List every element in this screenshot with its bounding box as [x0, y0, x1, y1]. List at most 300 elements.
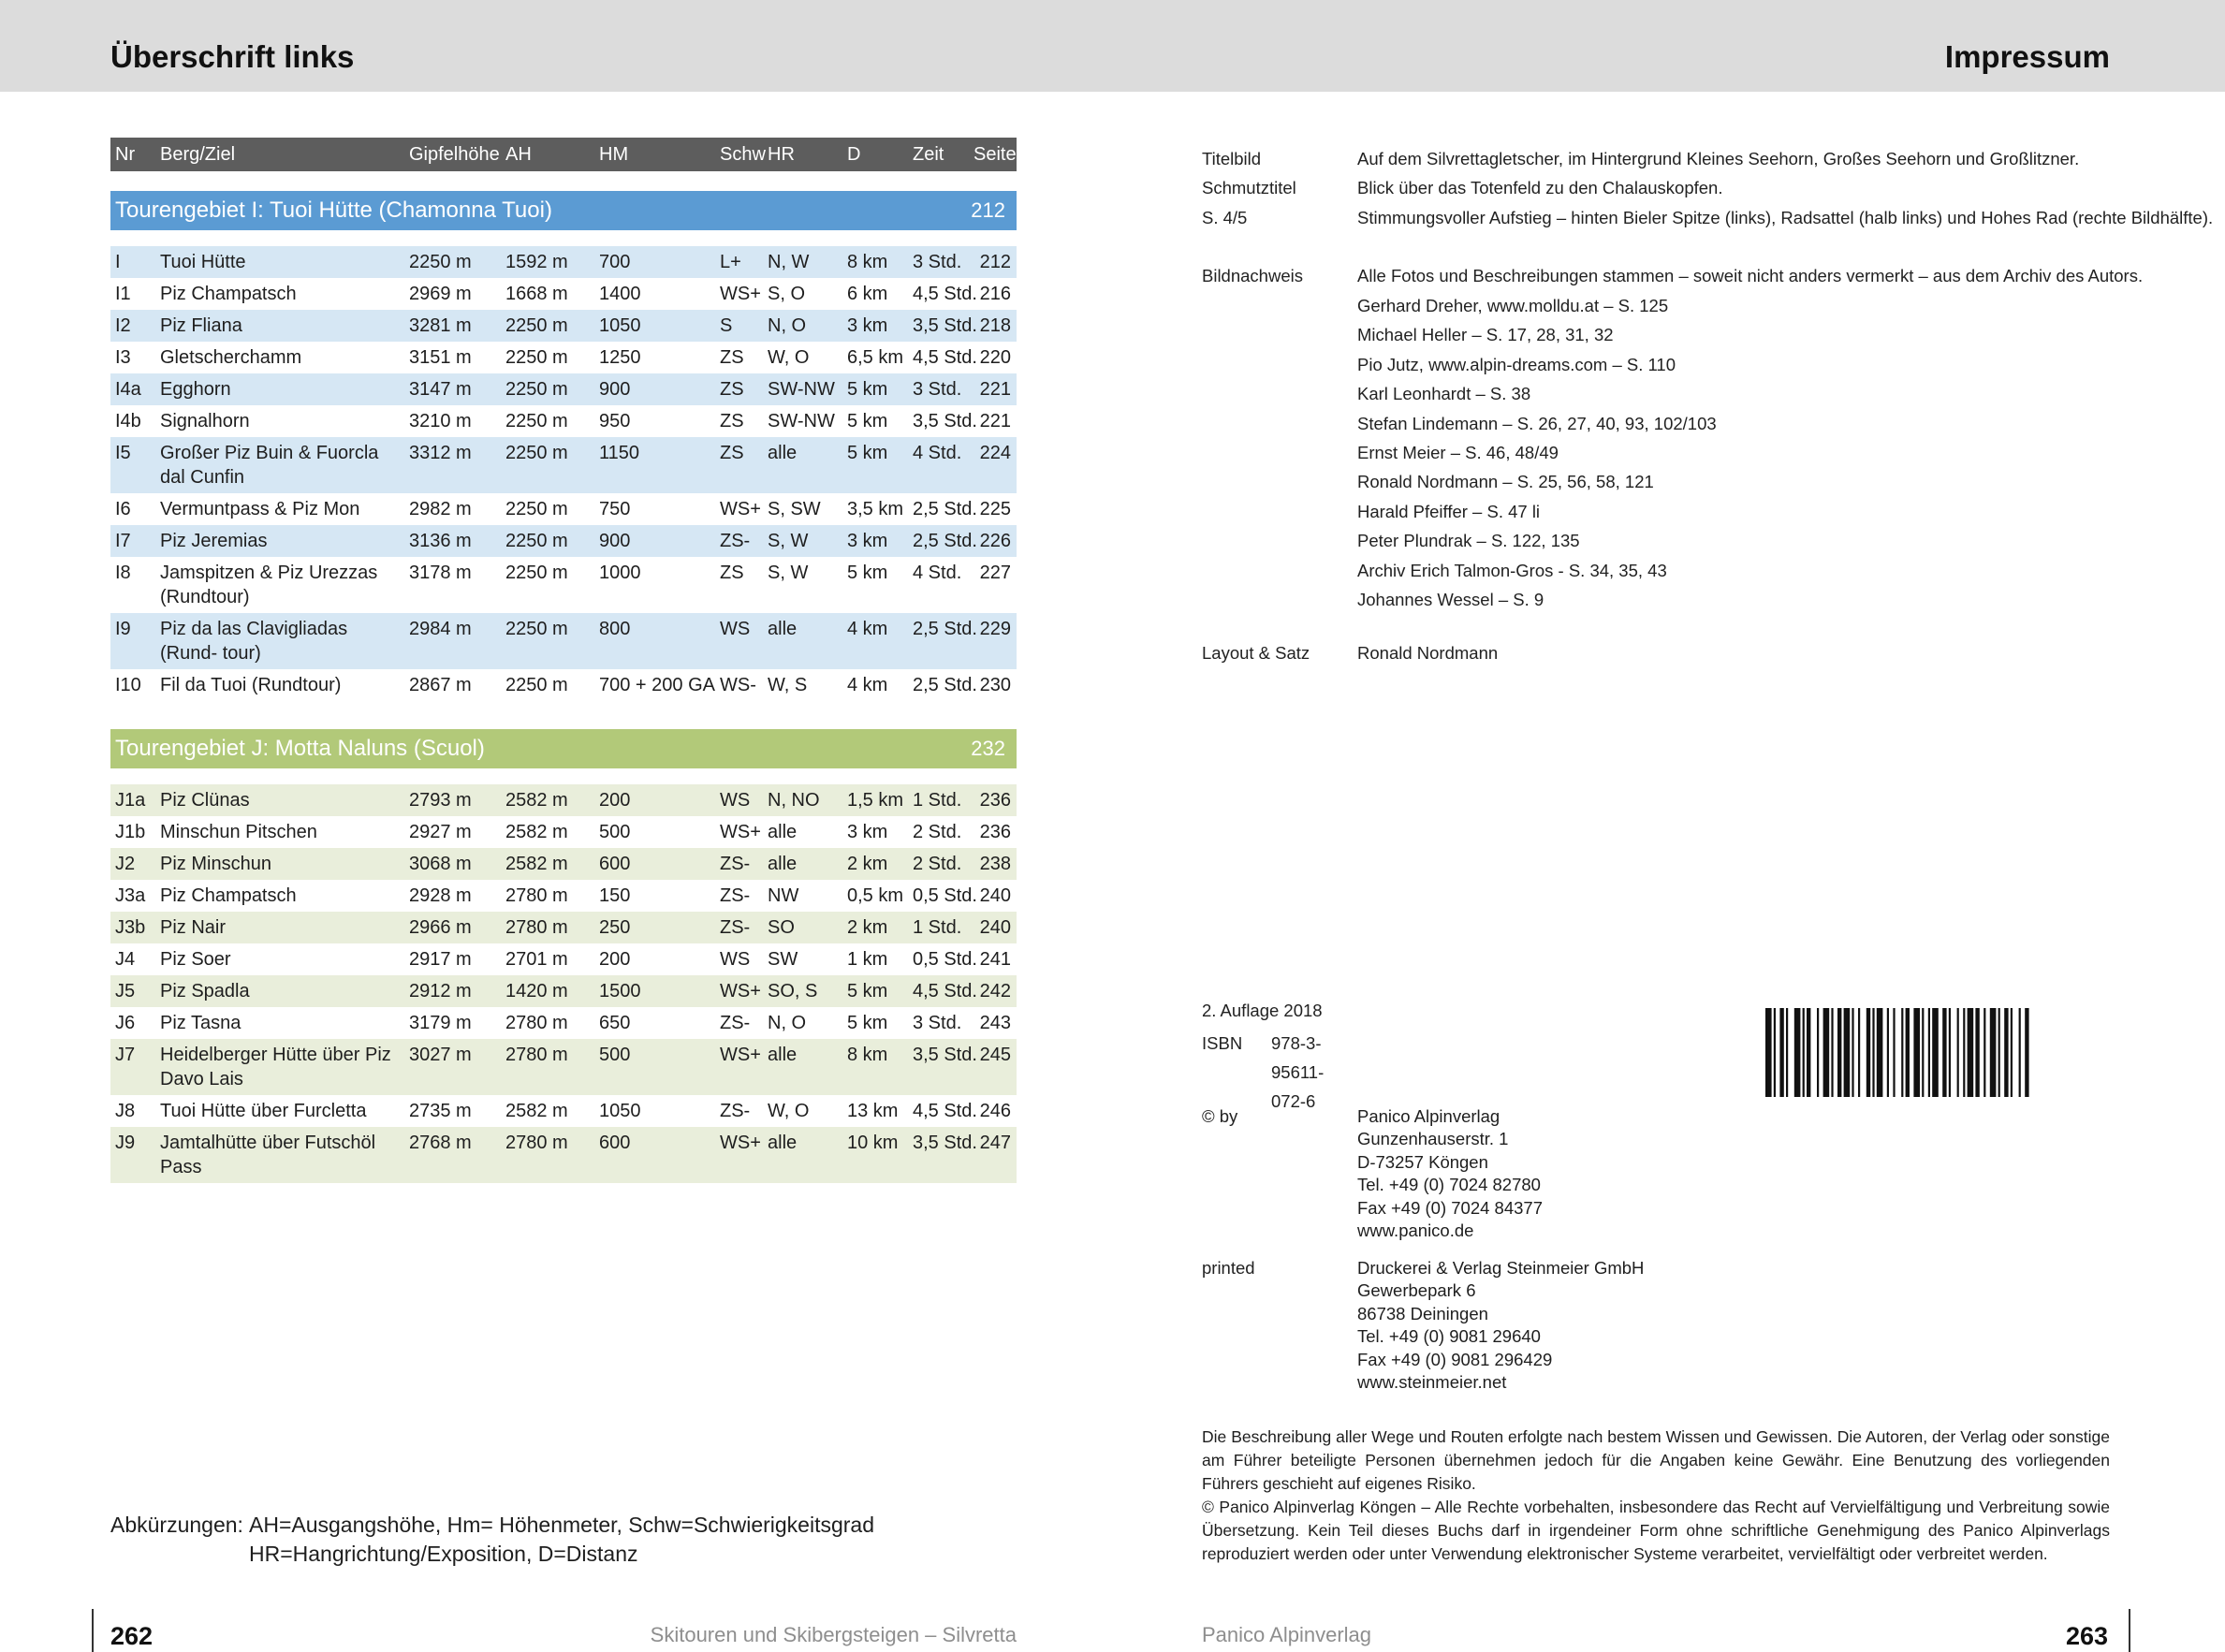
cell-gipfel: 2927 m [409, 822, 472, 842]
cell-schw: WS+ [720, 499, 761, 519]
cell-hm: 1250 [599, 347, 641, 368]
area-subtitle: (Scuol) [413, 736, 485, 761]
cell-d: 5 km [847, 411, 888, 431]
cell-seite: 240 [979, 917, 1011, 938]
cell-hr: alle [768, 1133, 798, 1153]
cell-d: 5 km [847, 379, 888, 400]
cell-zeit: 3 Std. [913, 379, 962, 400]
cell-name: Piz Fliana [160, 315, 242, 336]
area-header-i [110, 191, 1017, 230]
barcode-bar [1928, 1008, 1930, 1097]
cell-zeit: 4 Std. [913, 563, 962, 583]
col-header-schw: Schw [720, 144, 766, 165]
barcode-bar [2025, 1008, 2028, 1097]
credit-line: Archiv Erich Talmon-Gros - S. 34, 35, 43 [1357, 561, 1667, 580]
cell-d: 3 km [847, 531, 888, 551]
cell-d: 8 km [847, 252, 888, 272]
cell-schw: ZS [720, 563, 744, 583]
barcode-bar [1887, 1008, 1889, 1097]
area-title-text: Tourengebiet I: Tuoi Hütte [115, 197, 373, 223]
cell-gipfel: 2768 m [409, 1133, 472, 1153]
cell-ah: 2582 m [505, 854, 568, 874]
col-header-name: Berg/Ziel [160, 144, 236, 165]
cell-gipfel: 3210 m [409, 411, 472, 431]
cell-hm: 1050 [599, 315, 641, 336]
cell-seite: 229 [979, 619, 1011, 639]
cell-name: Piz Champatsch [160, 885, 297, 906]
printer-label: printed [1202, 1258, 1255, 1278]
page-number-left: 262 [110, 1622, 154, 1650]
publisher-line: Tel. +49 (0) 7024 82780 [1357, 1175, 1541, 1195]
cell-gipfel: 2966 m [409, 917, 472, 938]
cell-ah: 1420 m [505, 981, 568, 1001]
cell-zeit: 2,5 Std. [913, 499, 977, 519]
cell-hr: W, O [768, 347, 810, 368]
barcode-bar [1893, 1008, 1895, 1097]
cell-hm: 1500 [599, 981, 641, 1001]
cell-nr: I8 [115, 563, 131, 583]
credit-line: Gerhard Dreher, www.molldu.at – S. 125 [1357, 296, 1669, 315]
barcode-bar [1807, 1008, 1810, 1097]
edition: 2. Auflage 2018 [1202, 1001, 1323, 1020]
barcode-bar [1906, 1008, 1910, 1097]
photo-label: Schmutztitel [1202, 178, 1296, 197]
cell-hm: 500 [599, 1045, 631, 1065]
cell-d: 5 km [847, 1013, 888, 1033]
cell-hr: S, W [768, 563, 809, 583]
cell-name: Piz Spadla [160, 981, 250, 1001]
cell-hm: 950 [599, 411, 631, 431]
cell-nr: I4b [115, 411, 141, 431]
cell-nr: I9 [115, 619, 131, 639]
cell-ah: 2780 m [505, 1045, 568, 1065]
cell-gipfel: 3281 m [409, 315, 472, 336]
cell-nr: I5 [115, 443, 131, 463]
cell-hm: 800 [599, 619, 631, 639]
table-row [110, 342, 1017, 373]
cell-hm: 200 [599, 949, 631, 970]
cell-hr: alle [768, 822, 798, 842]
cell-name: Piz Champatsch [160, 284, 297, 304]
cell-name: Vermuntpass & Piz Mon [160, 499, 360, 519]
table-row [110, 373, 1017, 405]
col-header-hr: HR [768, 144, 795, 165]
table-row [110, 310, 1017, 342]
cell-name: Minschun Pitschen [160, 822, 317, 842]
cell-nr: I1 [115, 284, 131, 304]
footer-publisher: Panico Alpinverlag [1202, 1623, 1372, 1646]
credits-label: Bildnachweis [1202, 266, 1303, 285]
cell-nr: J1b [115, 822, 146, 842]
cell-d: 13 km [847, 1101, 899, 1121]
cell-schw: ZS- [720, 531, 751, 551]
credit-line: Peter Plundrak – S. 122, 135 [1357, 531, 1580, 550]
cell-name: Piz Soer [160, 949, 231, 970]
barcode-bar [1901, 1008, 1903, 1097]
cell-hr: S, O [768, 284, 806, 304]
cell-hr: N, O [768, 315, 807, 336]
cell-hr: alle [768, 1045, 798, 1065]
cell-zeit: 3 Std. [913, 1013, 962, 1033]
barcode-bar [1949, 1008, 1951, 1097]
cell-name: Piz da las Clavigliadas (Rund- tour) [160, 619, 348, 664]
cell-nr: I3 [115, 347, 131, 368]
printer-line: Tel. +49 (0) 9081 29640 [1357, 1326, 1541, 1347]
barcode-bar [1803, 1008, 1805, 1097]
credit-line: Michael Heller – S. 17, 28, 31, 32 [1357, 325, 1614, 344]
area-page: 232 [971, 737, 1005, 760]
barcode-bar [1975, 1008, 1979, 1097]
disclaimer-liability: Die Beschreibung aller Wege und Routen erfolgte nach bestem Wissen und Gewissen. Die Autoren, der Verlag oder sonstige am Führer beteiligte Personen übernehmen jedoch für die Angaben keine Gewähr. Eine Benutzung des vorliegenden Führers geschieht auf eigenes Risiko. [1202, 1427, 2110, 1493]
barcode-bar [1786, 1008, 1788, 1097]
printer-line: 86738 Deiningen [1357, 1303, 1488, 1323]
cell-hr: W, S [768, 675, 808, 695]
barcode-bar [1844, 1008, 1851, 1097]
cell-name: Piz Tasna [160, 1013, 242, 1033]
barcode-bar [1957, 1008, 1959, 1097]
table-row [110, 246, 1017, 278]
cell-nr: J2 [115, 854, 136, 874]
barcode-bar [1932, 1008, 1939, 1097]
cell-hr: SW-NW [768, 379, 835, 400]
barcode-bar [1998, 1008, 2000, 1097]
cell-schw: WS [720, 949, 751, 970]
cell-hr: S, W [768, 531, 809, 551]
cell-seite: 247 [979, 1133, 1011, 1153]
footer-rule-left [92, 1609, 94, 1652]
col-header-gipfel: Gipfelhöhe [409, 144, 500, 165]
publisher-label: © by [1202, 1106, 1238, 1126]
table-row [110, 912, 1017, 943]
cell-nr: J3b [115, 917, 146, 938]
cell-name: Egghorn [160, 379, 231, 400]
barcode-bar [1963, 1008, 1965, 1097]
disclaimer-copyright: © Panico Alpinverlag Köngen – Alle Rechte vorbehalten, insbesondere das Recht auf Vervielfältigung und Verbreitung sowie Übersetzung. Kein Teil dieses Buchs darf in irgendeiner Form ohne schriftliche Genehmigung des Panico Alpinverlags reproduziert werden oder unter Verwendung elektronischer Systeme verarbeitet, vervielfältigt oder verbreitet werden. [1202, 1498, 2110, 1563]
cell-seite: 241 [979, 949, 1011, 970]
cell-schw: ZS [720, 443, 744, 463]
publisher-line: Gunzenhauserstr. 1 [1357, 1129, 1509, 1149]
cell-seite: 220 [979, 347, 1011, 368]
cell-d: 4 km [847, 675, 888, 695]
cell-hm: 900 [599, 531, 631, 551]
cell-hr: alle [768, 443, 798, 463]
footer-book-title: Skitouren und Skibergsteigen – Silvretta [650, 1623, 1017, 1646]
printer-line: Fax +49 (0) 9081 296429 [1357, 1349, 1553, 1369]
cell-seite: 218 [979, 315, 1011, 336]
cell-d: 1,5 km [847, 790, 904, 811]
cell-name: Piz Minschun [160, 854, 271, 874]
barcode-bar [2011, 1008, 2013, 1097]
cell-hm: 150 [599, 885, 631, 906]
table-row [110, 848, 1017, 880]
barcode-bar [1823, 1008, 1830, 1097]
cell-gipfel: 2912 m [409, 981, 472, 1001]
cell-ah: 2250 m [505, 443, 568, 463]
cell-gipfel: 3312 m [409, 443, 472, 463]
table-row [110, 405, 1017, 437]
abbreviations-line-2: HR=Hangrichtung/Exposition, D=Distanz [249, 1542, 638, 1566]
cell-hm: 900 [599, 379, 631, 400]
barcode-bar [1817, 1008, 1819, 1097]
cell-d: 5 km [847, 981, 888, 1001]
left-page-title: Überschrift links [110, 39, 355, 74]
cell-ah: 2582 m [505, 822, 568, 842]
cell-d: 2 km [847, 917, 888, 938]
cell-hr: SW [768, 949, 798, 970]
publisher-line: www.panico.de [1357, 1221, 1474, 1241]
cell-schw: ZS [720, 411, 744, 431]
credit-line: Pio Jutz, www.alpin-dreams.com – S. 110 [1357, 355, 1676, 374]
barcode-bar [1794, 1008, 1801, 1097]
cell-seite: 240 [979, 885, 1011, 906]
credit-line: Harald Pfeiffer – S. 47 li [1357, 502, 1541, 521]
cell-nr: J5 [115, 981, 136, 1001]
cell-zeit: 3 Std. [913, 252, 962, 272]
area-subtitle: (Chamonna Tuoi) [378, 197, 552, 223]
cell-nr: J1a [115, 790, 146, 811]
barcode-bar [1990, 1008, 1997, 1097]
cell-zeit: 2 Std. [913, 822, 962, 842]
credit-line: Ronald Nordmann – S. 25, 56, 58, 121 [1357, 472, 1654, 491]
cell-seite: 246 [979, 1101, 1011, 1121]
cell-hm: 200 [599, 790, 631, 811]
col-header-ah: AH [505, 144, 532, 165]
cell-d: 2 km [847, 854, 888, 874]
cell-d: 0,5 km [847, 885, 904, 906]
cell-zeit: 2,5 Std. [913, 619, 977, 639]
cell-zeit: 3,5 Std. [913, 1133, 977, 1153]
barcode-bar [1852, 1008, 1853, 1097]
cell-d: 3 km [847, 822, 888, 842]
cell-zeit: 3,5 Std. [913, 1045, 977, 1065]
tour-table [110, 138, 1017, 1183]
printer-address [1357, 1257, 1644, 1394]
cell-schw: ZS- [720, 854, 751, 874]
barcode-bar [1922, 1008, 1924, 1097]
cell-nr: I7 [115, 531, 131, 551]
table-row [110, 816, 1017, 848]
cell-name: Piz Nair [160, 917, 227, 938]
photo-caption: Stimmungsvoller Aufstieg – hinten Bieler Spitze (links), Radsattel (halb links) und Hohes Rad (rechte Bildhälfte). [1357, 208, 2214, 227]
credit-line: Stefan Lindemann – S. 26, 27, 40, 93, 102/103 [1357, 414, 1717, 433]
cell-ah: 2250 m [505, 411, 568, 431]
barcode-bar [1774, 1008, 1776, 1097]
cell-name: Piz Jeremias [160, 531, 268, 551]
cell-gipfel: 2928 m [409, 885, 472, 906]
cell-zeit: 0,5 Std. [913, 949, 977, 970]
cell-d: 10 km [847, 1133, 899, 1153]
cell-zeit: 2 Std. [913, 854, 962, 874]
barcode-bar [1858, 1008, 1860, 1097]
table-row [110, 525, 1017, 557]
cell-seite: 236 [979, 790, 1011, 811]
publisher-address [1357, 1105, 1543, 1242]
cell-name: Gletscherchamm [160, 347, 302, 368]
cell-name: Fil da Tuoi (Rundtour) [160, 675, 342, 695]
cell-hr: N, O [768, 1013, 807, 1033]
cell-schw: ZS- [720, 1101, 751, 1121]
cell-name: Heidelberger Hütte über Piz Davo Lais [160, 1045, 391, 1089]
cell-name: Jamtalhütte über Futschöl Pass [160, 1133, 376, 1177]
barcode-bar [1983, 1008, 1985, 1097]
publisher-line: Fax +49 (0) 7024 84377 [1357, 1197, 1543, 1218]
table-row [110, 1127, 1017, 1183]
cell-schw: ZS- [720, 885, 751, 906]
cell-ah: 2250 m [505, 531, 568, 551]
cell-gipfel: 2250 m [409, 252, 472, 272]
cell-ah: 2250 m [505, 499, 568, 519]
barcode-bar [1837, 1008, 1841, 1097]
cell-name: Jamspitzen & Piz Urezzas (Rundtour) [160, 563, 378, 607]
cell-d: 1 km [847, 949, 888, 970]
cell-d: 6,5 km [847, 347, 904, 368]
table-row [110, 557, 1017, 613]
page-number-right: 263 [2065, 1622, 2108, 1650]
footer-rule-right [2129, 1609, 2130, 1652]
cell-seite: 243 [979, 1013, 1011, 1033]
area-rows-j [110, 784, 1017, 1183]
cell-zeit: 4,5 Std. [913, 981, 977, 1001]
cell-hm: 500 [599, 822, 631, 842]
credit-line: Alle Fotos und Beschreibungen stammen – soweit nicht anders vermerkt – aus dem Archiv des Autors. [1357, 266, 2144, 285]
cell-schw: WS+ [720, 1045, 761, 1065]
cell-hr: SO [768, 917, 795, 938]
area-title [115, 197, 552, 224]
cell-hm: 600 [599, 854, 631, 874]
cell-gipfel: 2735 m [409, 1101, 472, 1121]
barcode-bar [1831, 1008, 1833, 1097]
table-row [110, 975, 1017, 1007]
cell-ah: 2250 m [505, 379, 568, 400]
cell-hm: 700 + 200 GA [599, 675, 715, 695]
col-header-d: D [847, 144, 861, 165]
cell-zeit: 3,5 Std. [913, 411, 977, 431]
cell-name: Tuoi Hütte über Furcletta [160, 1101, 367, 1121]
publisher-line: D-73257 Köngen [1357, 1151, 1488, 1172]
credit-line: Ernst Meier – S. 46, 48/49 [1357, 443, 1559, 462]
cell-nr: J9 [115, 1133, 136, 1153]
cell-nr: I6 [115, 499, 131, 519]
cell-gipfel: 3027 m [409, 1045, 472, 1065]
cell-name: Großer Piz Buin & Fuorcla dal Cunfin [160, 443, 379, 488]
cell-d: 6 km [847, 284, 888, 304]
photo-caption: Auf dem Silvrettagletscher, im Hintergrund Kleines Seehorn, Großes Seehorn und Großlitzner. [1357, 149, 2080, 168]
cell-hm: 1150 [599, 443, 640, 463]
cell-ah: 2780 m [505, 1133, 568, 1153]
cell-nr: J3a [115, 885, 146, 906]
cell-d: 3,5 km [847, 499, 904, 519]
abbreviations-label: Abkürzungen: [110, 1513, 243, 1537]
cell-nr: J4 [115, 949, 136, 970]
cell-zeit: 4,5 Std. [913, 284, 977, 304]
area-header-j [110, 729, 1017, 768]
cell-hm: 1400 [599, 284, 641, 304]
cell-name: Tuoi Hütte [160, 252, 246, 272]
table-row [110, 437, 1017, 493]
area-rows-i [110, 246, 1017, 701]
cell-ah: 2780 m [505, 1013, 568, 1033]
cell-d: 5 km [847, 563, 888, 583]
cell-hr: alle [768, 619, 798, 639]
cell-ah: 2780 m [505, 885, 568, 906]
cell-schw: ZS- [720, 1013, 751, 1033]
cell-gipfel: 2982 m [409, 499, 472, 519]
cell-schw: WS [720, 790, 751, 811]
cell-hr: alle [768, 854, 798, 874]
cell-hm: 1050 [599, 1101, 641, 1121]
cell-zeit: 1 Std. [913, 917, 962, 938]
cell-ah: 2780 m [505, 917, 568, 938]
barcode-bar [1968, 1008, 1974, 1097]
cell-nr: J6 [115, 1013, 136, 1033]
cell-hm: 700 [599, 252, 631, 272]
isbn-label: ISBN [1202, 1033, 1243, 1053]
table-row [110, 613, 1017, 669]
cell-hm: 1000 [599, 563, 641, 583]
cell-gipfel: 2917 m [409, 949, 472, 970]
cell-schw: L+ [720, 252, 741, 272]
cell-gipfel: 3068 m [409, 854, 472, 874]
table-row [110, 493, 1017, 525]
cell-ah: 2250 m [505, 619, 568, 639]
barcode-bar [2019, 1008, 2021, 1097]
cell-schw: WS+ [720, 981, 761, 1001]
col-header-zeit: Zeit [913, 144, 944, 165]
cell-nr: I2 [115, 315, 131, 336]
cell-nr: I10 [115, 675, 141, 695]
cell-hr: S, SW [768, 499, 821, 519]
cell-schw: ZS- [720, 917, 751, 938]
credit-line: Karl Leonhardt – S. 38 [1357, 384, 1531, 403]
cell-hr: NW [768, 885, 799, 906]
cell-gipfel: 2867 m [409, 675, 472, 695]
cell-gipfel: 2984 m [409, 619, 472, 639]
cell-schw: WS+ [720, 1133, 761, 1153]
cell-ah: 2250 m [505, 675, 568, 695]
cell-gipfel: 3178 m [409, 563, 472, 583]
col-header-hm: HM [599, 144, 629, 165]
cell-schw: WS [720, 619, 751, 639]
cell-d: 8 km [847, 1045, 888, 1065]
table-row [110, 1095, 1017, 1127]
cell-seite: 224 [979, 443, 1011, 463]
cell-seite: 245 [979, 1045, 1011, 1065]
area-title-text: Tourengebiet J: Motta Naluns [115, 736, 408, 761]
isbn-barcode [1765, 1008, 2110, 1097]
table-row [110, 1039, 1017, 1095]
cell-hr: W, O [768, 1101, 810, 1121]
credit-line: Johannes Wessel – S. 9 [1357, 590, 1544, 609]
cell-ah: 1592 m [505, 252, 568, 272]
cell-seite: 221 [979, 379, 1011, 400]
cell-name: Signalhorn [160, 411, 250, 431]
photo-label: Titelbild [1202, 149, 1262, 168]
cell-ah: 2701 m [505, 949, 568, 970]
table-row [110, 943, 1017, 975]
barcode-bar [1877, 1008, 1883, 1097]
cell-zeit: 4,5 Std. [913, 1101, 977, 1121]
cell-d: 4 km [847, 619, 888, 639]
barcode-bar [1872, 1008, 1874, 1097]
table-header-row [110, 138, 1017, 171]
col-header-nr: Nr [115, 144, 136, 165]
cell-seite: 225 [979, 499, 1011, 519]
cell-schw: WS+ [720, 284, 761, 304]
cell-ah: 2250 m [505, 563, 568, 583]
cell-d: 5 km [847, 443, 888, 463]
cell-schw: WS- [720, 675, 756, 695]
cell-seite: 221 [979, 411, 1011, 431]
